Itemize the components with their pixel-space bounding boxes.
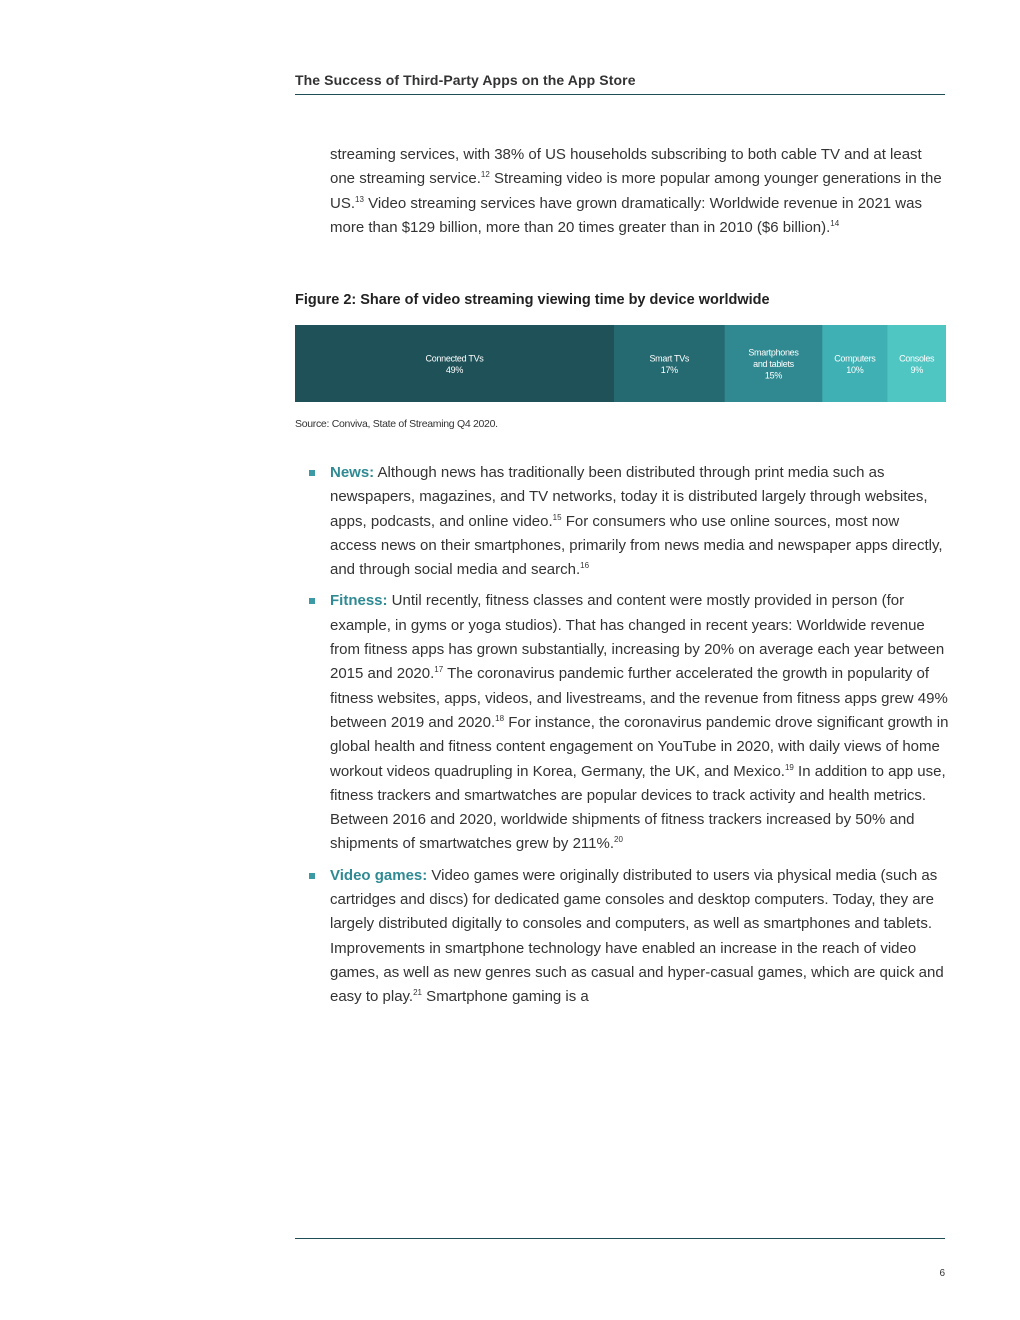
paragraph-text: Streaming video is more popular among younger generations in the US. — [330, 170, 942, 212]
square-bullet-icon — [309, 873, 315, 879]
stacked-bar-chart — [295, 325, 946, 402]
data-label: 9% — [910, 364, 923, 375]
footnote-ref[interactable]: 12 — [480, 170, 490, 180]
bar-segment-connected-tvs — [295, 325, 614, 402]
footnote-ref[interactable]: 16 — [580, 561, 590, 571]
footnote-ref[interactable]: 19 — [784, 762, 794, 772]
page-header — [295, 72, 945, 95]
list-item-fitness — [330, 589, 950, 856]
bar-segment-consoles — [887, 325, 946, 402]
bullet-term: Fitness: — [330, 592, 388, 610]
page-number: 6 — [939, 1268, 945, 1279]
category-label: and tablets — [753, 359, 794, 369]
bullet-text: Until recently, fitness classes and content were mostly provided in person (for example, in gyms or yoga studios). That has changed in recent years: Worldwide revenue from fitness apps has grown substantially, increasing by 20% on average each year between 2015 and 2020. — [330, 592, 945, 683]
bullet-text: Video games were originally distributed to users via physical media (such as cartridges and discs) for dedicated game consoles and desktop computers. Today, they are largely distributed digitally to consoles and computers, as well as smartphones and tablets. Improvements in smartphone technology have enabled an increase in the reach of video games, as well as new genres such as casual and hyper-casual games, which are quick and easy to play. — [330, 866, 944, 1006]
bar-segment-smart-tvs — [614, 325, 725, 402]
square-bullet-icon — [309, 598, 315, 604]
bullet-text: Smartphone gaming is a — [422, 988, 589, 1006]
document-title: The Success of Third-Party Apps on the App Store — [295, 72, 636, 88]
bullet-text: In addition to app use, fitness trackers and smartwatches are popular devices to track activity and health metrics. Between 2016 and 2020, worldwide shipments of fitness trackers increased by 50% and shipments of smartwatches grew by 211%. — [330, 762, 946, 853]
category-label: Computers — [834, 353, 876, 364]
data-label: 15% — [764, 370, 783, 381]
footnote-ref[interactable]: 21 — [413, 988, 423, 998]
footer-divider — [295, 1238, 945, 1239]
category-label: Smartphones — [748, 347, 799, 358]
data-label: 17% — [660, 364, 678, 375]
footnote-ref[interactable]: 17 — [434, 665, 444, 675]
data-label: 49% — [445, 364, 464, 375]
bullet-term: News: — [330, 464, 375, 481]
bullet-text: For instance, the coronavirus pandemic drove significant growth in global health and fitness content engagement on YouTube in 2020, with daily views of home workout videos quadrupling in Korea, Germany, the UK, and Mexico. — [330, 713, 949, 780]
list-item-video-games — [330, 864, 950, 1010]
footnote-ref[interactable]: 15 — [552, 512, 562, 522]
bullet-text: Although news has traditionally been distributed through print media such as newspapers, magazines, and TV networks, today it is distributed largely through websites, apps, podcasts, and online video. — [330, 464, 928, 530]
paragraph-text: Video streaming services have grown dramatically: Worldwide revenue in 2021 was more than $129 billion, more than 20 times greater than in 2010 ($6 billion). — [330, 194, 922, 236]
bar-segment-computers — [822, 325, 888, 402]
figure-title: Figure 2: Share of video streaming viewing time by device worldwide — [295, 292, 770, 308]
square-bullet-icon — [309, 470, 315, 476]
data-label: 10% — [846, 364, 864, 375]
category-label: Smart TVs — [649, 353, 690, 364]
footnote-ref[interactable]: 14 — [830, 218, 840, 228]
chart-canvas — [295, 325, 946, 402]
figure-source: Source: Conviva, State of Streaming Q4 2020. — [295, 418, 498, 430]
paragraph-text: streaming services, with 38% of US households subscribing to both cable TV and at least one streaming service. — [330, 146, 922, 188]
intro-paragraph — [330, 143, 950, 240]
bullet-list — [330, 461, 950, 1017]
bullet-text: For consumers who use online sources, most now access news on their smartphones, primarily from news media and newspaper apps directly, and through social media and search. — [330, 512, 943, 579]
bullet-text: The coronavirus pandemic further accelerated the growth in popularity of fitness websites, apps, videos, and livestreams, and the revenue from fitness apps grew 49% between 2019 and 2020. — [330, 665, 948, 731]
list-item-news — [330, 461, 950, 582]
category-label: Consoles — [899, 353, 935, 364]
bullet-term: Video games: — [330, 866, 428, 884]
footnote-ref[interactable]: 18 — [495, 713, 505, 723]
footnote-ref[interactable]: 13 — [355, 194, 364, 204]
footnote-ref[interactable]: 20 — [614, 835, 623, 845]
category-label: Connected TVs — [425, 353, 484, 364]
